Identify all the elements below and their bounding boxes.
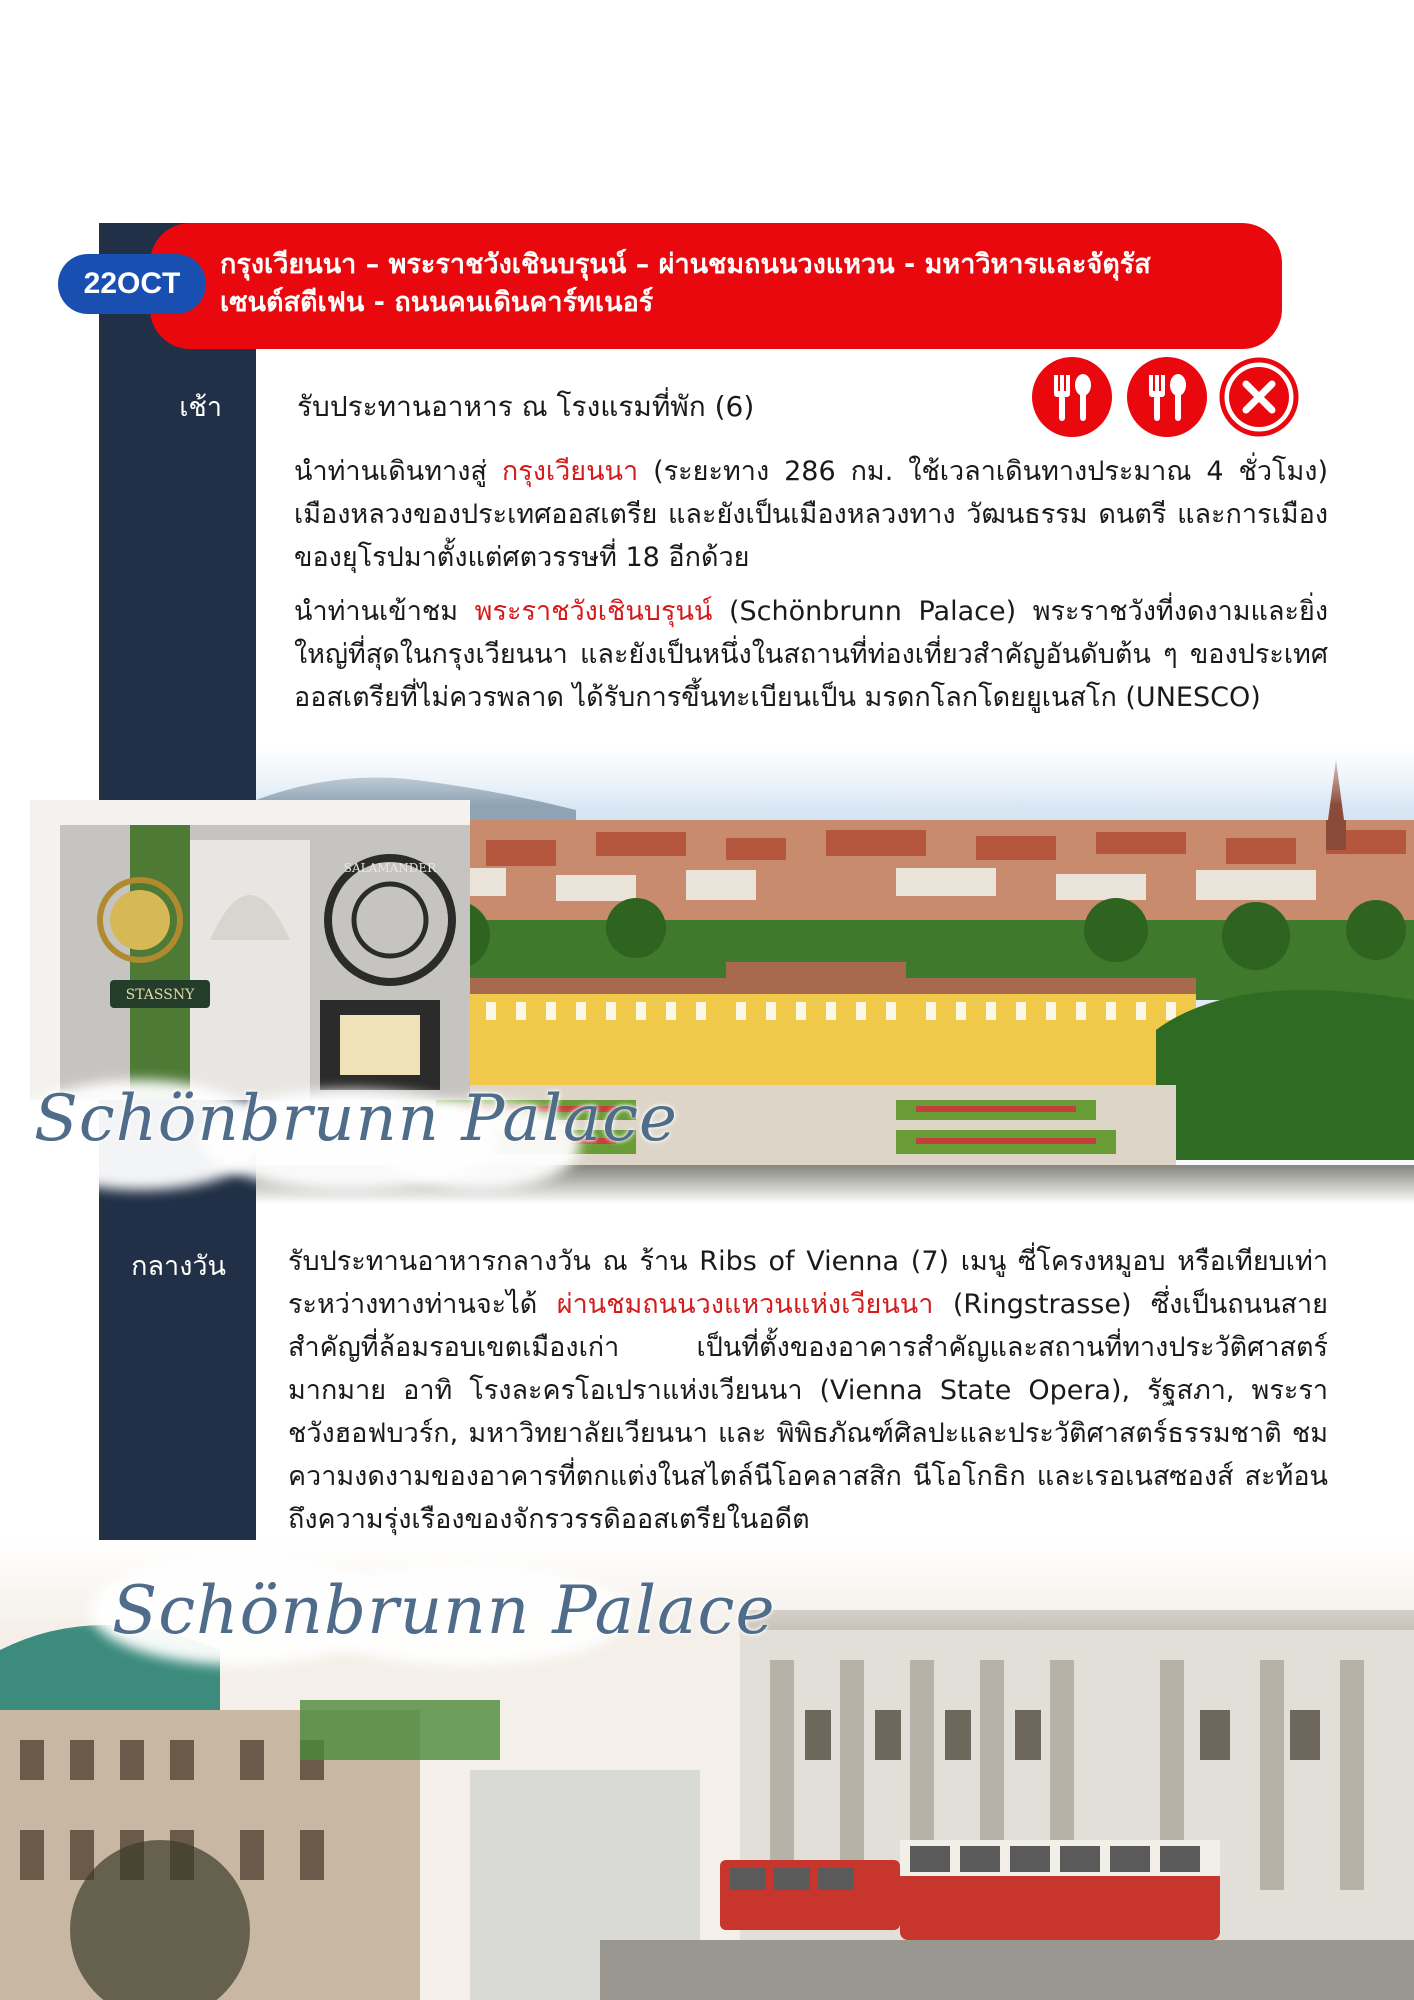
day-title-line-1: กรุงเวียนนา – พระราชวังเชินบรุนน์ – ผ่านชมถนนวงแหวน - มหาวิหารและจัตุรัส (220, 249, 1151, 280)
para-text: นำท่านเข้าชม (294, 596, 475, 627)
morning-paragraph-1 (294, 450, 1328, 579)
close-icon (1219, 357, 1299, 437)
para-text: (ระยะทาง 286 กม. ใช้เวลาเดินทางประมาณ 4 ชั่วโมง) เมืองหลวงของประเทศออสเตรีย และยังเป็นเมืองหลวงทาง วัฒนธรรม ดนตรี และการเมือง ของยุโรปมาตั้งแต่ศตวรรษที่ 18 อีกด้วย (294, 456, 1328, 573)
vienna-street-signs-photo (20, 800, 480, 1120)
date-badge: 22OCT (58, 254, 206, 314)
photo-caption-script: Schönbrunn Palace (34, 1082, 678, 1156)
para-text: รับประทานอาหารกลางวัน ณ ร้าน Ribs of Vienna (7) เมนู ซี่โครงหมูอบ หรือเทียบเท่า ระหว่างทางท่านจะได้ (288, 1246, 1328, 1320)
highlight-text: กรุงเวียนนา (501, 456, 639, 487)
time-label-midday: กลางวัน (131, 1251, 226, 1282)
highlight-text: ผ่านชมถนนวงแหวนแห่งเวียนนา (556, 1289, 934, 1320)
para-text: (Schönbrunn Palace) พระราชวังที่งดงามและยิ่งใหญ่ที่สุดในกรุงเวียนนา และยังเป็นหนึ่งในสถานที่ท่องเที่ยวสำคัญอันดับต้น ๆ ของประเทศออสเตรียที่ไม่ควรพลาด ได้รับการขึ้นทะเบียนเป็น มรดกโลกโดยยูเนสโก (UNESCO) (294, 596, 1329, 713)
street-sign-text-2: SALAMANDER (343, 861, 437, 875)
day-title-line-2: เซนต์สตีเฟน - ถนนคนเดินคาร์ทเนอร์ (220, 287, 654, 318)
fork-spoon-icon (1032, 357, 1112, 437)
fork-spoon-icon (1127, 357, 1207, 437)
morning-paragraph-2 (294, 590, 1328, 719)
day-title (220, 246, 1260, 322)
breakfast-text: รับประทานอาหาร ณ โรงแรมที่พัก (6) (297, 390, 755, 423)
midday-paragraph (288, 1240, 1328, 1541)
para-text: (Ringstrasse) ซึ่งเป็นถนนสายสำคัญที่ล้อมรอบเขตเมืองเก่า เป็นที่ตั้งของอาคารสำคัญและสถานที่ทางประวัติศาสตร์มากมาย อาทิ โรงละครโอเปราแห่งเวียนนา (Vienna State Opera), รัฐสภา, พระราชวังฮอฟบวร์ก, มหาวิทยาลัยเวียนนา และ พิพิธภัณฑ์ศิลปะและประวัติศาสตร์ธรรมชาติ ชมความงดงามของอาคารที่ตกแต่งในสไตล์นีโอคลาสสิก นีโอโกธิก และเรอเนสซองส์ สะท้อนถึงความรุ่งเรืองของจักรวรรดิออสเตรียในอดีต (288, 1289, 1328, 1535)
para-text: นำท่านเดินทางสู่ (294, 456, 502, 487)
photo-caption-script: Schönbrunn Palace (112, 1572, 776, 1649)
highlight-text: พระราชวังเชินบรุนน์ (474, 596, 713, 627)
time-label-morning: เช้า (179, 392, 222, 423)
street-sign-text: STASSNY (125, 987, 195, 1003)
